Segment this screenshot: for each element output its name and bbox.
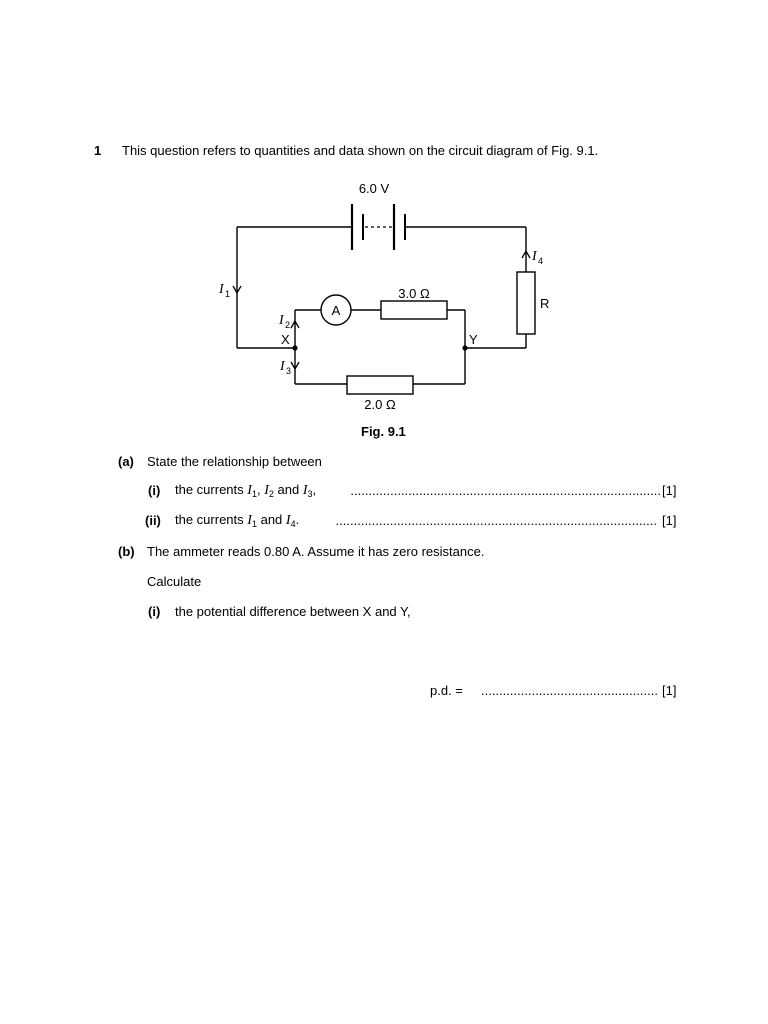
pd-answer-line[interactable]: ................................................. — [481, 683, 658, 698]
resistor-2ohm — [347, 376, 413, 394]
part-a-i-label: (i) — [148, 483, 161, 498]
figure-caption: Fig. 9.1 — [361, 424, 406, 439]
circuit-diagram — [0, 0, 768, 450]
current-i1-label: I — [219, 282, 224, 297]
part-b-calculate: Calculate — [147, 574, 202, 589]
part-a-i-and: and — [277, 482, 300, 497]
question-number: 1 — [94, 143, 102, 158]
battery-label: 6.0 V — [358, 181, 390, 196]
mark-b-i: [1] — [662, 683, 677, 698]
mark-a-i: [1] — [662, 483, 677, 498]
part-b-i-label: (i) — [148, 604, 161, 619]
current-i3-sub: 3 — [286, 366, 292, 376]
node-y-label: Y — [469, 332, 478, 347]
part-a-i-c2-sub: 2 — [268, 489, 274, 499]
part-b-i-text: the potential difference between X and Y, — [175, 604, 411, 619]
junction-x — [292, 345, 297, 350]
current-i4-label: I — [532, 249, 537, 264]
part-a-i-text — [175, 482, 316, 499]
part-a-ii-c2: I — [285, 513, 291, 528]
part-a-i-post: , — [312, 482, 317, 497]
resistor-r — [517, 272, 535, 334]
part-a-ii-c1-sub: 1 — [251, 519, 257, 529]
resistor-bottom-label: 2.0 Ω — [364, 397, 396, 412]
part-a-stem: State the relationship between — [147, 454, 322, 469]
part-a-ii-and: and — [260, 512, 283, 527]
current-i2-label: I — [279, 313, 284, 328]
resistor-top-label: 3.0 Ω — [398, 286, 430, 301]
ammeter-label: A — [331, 303, 341, 318]
part-b-stem: The ammeter reads 0.80 A. Assume it has zero resistance. — [147, 544, 485, 559]
resistor-3ohm — [381, 301, 447, 319]
part-a-ii-text — [175, 512, 299, 529]
answer-line-a-i[interactable]: ...................................................................................... — [350, 483, 661, 498]
answer-line-a-ii[interactable]: ......................................................................................... — [335, 513, 657, 528]
current-i4-sub: 4 — [538, 256, 544, 266]
part-a-i-pre: the currents — [175, 482, 244, 497]
node-x-label: X — [281, 332, 290, 347]
mark-a-ii: [1] — [662, 513, 677, 528]
resistor-r-label: R — [540, 296, 550, 311]
part-a-ii-c2-sub: 4 — [290, 519, 296, 529]
part-a-ii-pre: the currents — [175, 512, 244, 527]
part-a-i-c1-sub: 1 — [251, 489, 257, 499]
part-a-ii-c1: I — [247, 513, 252, 528]
part-a-i-c2: I — [264, 483, 269, 498]
pd-answer-prefix: p.d. = — [430, 683, 463, 698]
part-a-i-c3-sub: 3 — [307, 489, 313, 499]
current-i3-label: I — [280, 359, 285, 374]
part-a-i-sep1: , — [256, 482, 261, 497]
junction-y — [462, 345, 467, 350]
current-i1-sub: 1 — [225, 289, 231, 299]
part-b-label: (b) — [118, 544, 135, 559]
part-a-ii-post: . — [295, 512, 300, 527]
part-a-label: (a) — [118, 454, 134, 469]
part-a-i-c1: I — [247, 483, 252, 498]
current-i2-sub: 2 — [285, 320, 291, 330]
part-a-i-c3: I — [302, 483, 308, 498]
question-intro: This question refers to quantities and data shown on the circuit diagram of Fig. 9.1. — [122, 143, 599, 158]
part-a-ii-label: (ii) — [145, 513, 161, 528]
